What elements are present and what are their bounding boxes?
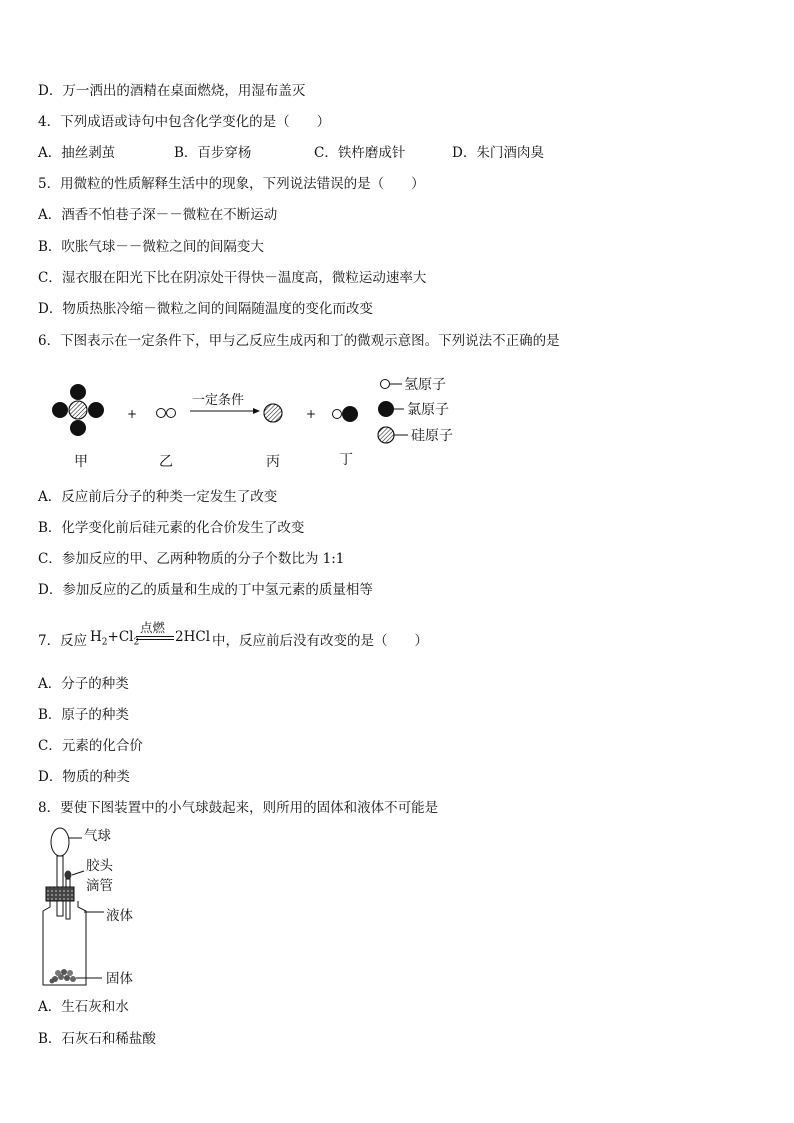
q5-option-a: A．酒香不怕巷子深－－微粒在不断运动	[38, 207, 278, 223]
q4-option-b: B．百步穿杨	[174, 145, 252, 161]
q7-hydrogen: H	[90, 629, 102, 645]
q6-option-b: B．化学变化前后硅元素的化合价发生了改变	[38, 520, 305, 536]
legend-silicon-label: 硅原子	[411, 428, 453, 444]
label-solid: 固体	[106, 971, 133, 987]
legend-hydrogen	[381, 377, 447, 393]
q6-option-a: A．反应前后分子的种类一定发生了改变	[38, 489, 278, 505]
label-jia: 甲	[74, 454, 88, 470]
q6-option-d: D．参加反应的乙的质量和生成的丁中氢元素的质量相等	[38, 582, 373, 598]
q7-option-c: C．元素的化合价	[38, 738, 143, 754]
q7-hydrogen-sub: 2	[101, 637, 108, 648]
q7-equals-line-2	[136, 639, 174, 640]
label-balloon: 气球	[84, 828, 111, 844]
reaction-condition: 一定条件	[192, 393, 245, 408]
label-yi: 乙	[159, 454, 173, 470]
label-bing: 丙	[266, 454, 280, 470]
q5-option-c: C．湿衣服在阳光下比在阴凉处干得快－温度高，微粒运动速率大	[38, 270, 427, 286]
q4-stem: 4．下列成语或诗句中包含化学变化的是（ ）	[38, 114, 331, 130]
legend-silicon	[378, 427, 453, 444]
q7-tail: 中，反应前后没有改变的是（ ）	[212, 633, 428, 649]
q6-reaction-figure	[40, 372, 480, 477]
dropper-leader	[72, 871, 84, 875]
molecule-ding	[333, 406, 359, 422]
label-dropper-1: 胶头	[86, 858, 113, 874]
plus-sign-1: +	[127, 407, 138, 421]
q7-equals-line-1	[136, 636, 174, 637]
balloon-tube	[57, 856, 63, 916]
q6-stem: 6．下图表示在一定条件下，甲与乙反应生成丙和丁的微观示意图。下列说法不正确的是	[38, 333, 560, 349]
q4-option-c: C．铁杵磨成针	[314, 145, 406, 161]
reaction-arrow-head	[253, 408, 260, 414]
q7-option-d: D．物质的种类	[38, 769, 130, 785]
q8-option-b: B．石灰石和稀盐酸	[38, 1031, 156, 1047]
q5-option-d: D．物质热胀冷缩－微粒之间的间隔随温度的变化而改变	[38, 301, 373, 317]
stopper	[46, 887, 74, 901]
q8-stem: 8．要使下图装置中的小气球鼓起来，则所用的固体和液体不可能是	[38, 800, 439, 816]
molecule-bing	[264, 404, 282, 422]
q7-number: 7．反应	[38, 633, 88, 649]
q7-chlorine: +Cl	[107, 629, 134, 645]
dropper-bulb	[65, 871, 72, 880]
q7-product: 2HCl	[175, 629, 211, 645]
q5-option-b: B．吹胀气球－－微粒之间的间隔变大	[38, 239, 264, 255]
q7-condition: 点燃	[140, 620, 166, 635]
solid-pellets	[50, 969, 77, 984]
label-dropper-2: 滴管	[86, 878, 113, 894]
q4-option-a: A．抽丝剥茧	[38, 145, 116, 161]
q7-option-a: A．分子的种类	[38, 676, 129, 692]
q8-option-a: A．生石灰和水	[38, 999, 129, 1015]
q7-option-b: B．原子的种类	[38, 707, 129, 723]
molecule-yi	[157, 409, 176, 418]
label-liquid: 液体	[106, 908, 133, 924]
legend-hydrogen-label: 氢原子	[404, 377, 446, 393]
legend-chlorine	[378, 401, 449, 418]
q3-option-d: D．万一洒出的酒精在桌面燃烧，用湿布盖灭	[38, 83, 306, 99]
q7-reactants	[90, 629, 139, 648]
q6-option-c: C．参加反应的甲、乙两种物质的分子个数比为 1:1	[38, 551, 345, 567]
q4-option-d: D．朱门酒肉臭	[452, 145, 544, 161]
label-ding: 丁	[339, 452, 353, 468]
legend-chlorine-label: 氯原子	[407, 402, 449, 418]
q5-stem: 5．用微粒的性质解释生活中的现象，下列说法错误的是（ ）	[38, 176, 425, 192]
molecule-jia	[52, 384, 104, 436]
plus-sign-2: +	[306, 407, 317, 421]
balloon	[51, 828, 69, 856]
q8-apparatus-figure	[38, 825, 158, 993]
q7-chlorine-sub: 2	[133, 637, 140, 648]
